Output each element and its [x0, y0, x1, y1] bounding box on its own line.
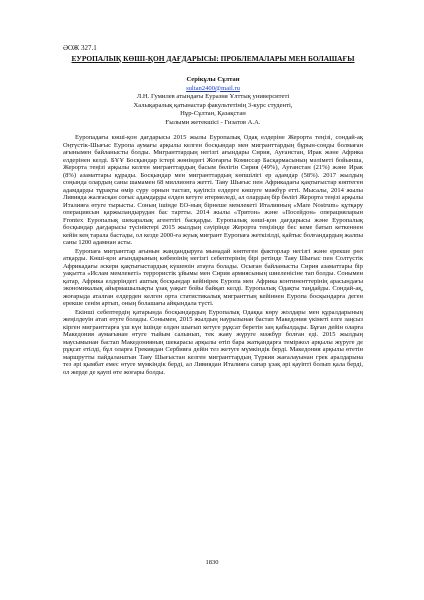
body-paragraph: Екінші себептердің қатарында босқындардың Еуропалық Одаққа көру жолдары мен құралдарының жеңілдеуін атап өтуге болады. Сонымен, 2015 жылдың наурызынан бастап Македония үкіметі елге заңсыз кірген мигранттарға үш күн ішінде елден шығып кетуге рұқсат беретін заң қабылдады. Бұған дейін оларға Македония аумағынан өтуге тыйым салынып, тек жаяу жүруге мәжбүр болған еді. 2015 жылдың маусымынан бастап Македонияның шекарасы арқылы өтіп бара жатқандарға теміржол арқылы жүруге де рұқсат етілді, бұл оларға Грекиядан Сербияға дейін тез жетуге мүмкіндік берді. Македония арқылы өтетін маршрутты пайдаланатын Таяу Шығыстан келген мигранттардың Түркия жағалауынан грек аралдарына тез әрі қымбат емес өтуге мүмкіндік берді, ал Ливиядан Италияға сапар ұзақ әрі қауіпті болып қала берді, ол жерде де қаупі өте жоғары болды. [63, 308, 363, 376]
body-paragraph: Еуропаға мигранттар ағынын жандандыруға мынадай көптеген факторлар негізгі және ерекше рөл атқарды. Көші-қон ағындарының көбеюінің негізгі себептерінің бірі ретінде Таяу Шығыс пен Солтүстік Африкадағы әскери қақтығыстардың күшеюін атауға болады. Осыған байланысты Сирия азаматтары бір уақытта «Ислам мемлекеті» террористік ұйымы мен Сирия армиясының шиеленісіне тап болды. Сонымен қатар, Африка елдеріндегі аштық босқындар кейінірек Еуропа мен Африка континенттерінің арасындағы экономикалық айырмашылықты ұзақ уақыт бойы байқап келді. Еуропалық Одақты таңдайды. Сондай-ақ, жоғарыда аталған елдерден келген орта статистикалық мигранттың кейіннен Еуропа босқындарға деген ерекше сенім артып, оның болашағы айқындала түсті. [63, 247, 363, 307]
body-paragraph: Еуропадағы көші-қон дағдарысы 2015 жылы Еуропалық Одақ елдеріне Жерорта теңізі, сондай-ақ Оңтүстік-Шығыс Еуропа аумағы арқылы келген босқындар мен мигранттардың бұрын-соңды болмаған ағынымен байланысты болды. Мигранттардың негізгі ағындары Сирия, Ауғанстан, Ирак және Африка елдерінен келді. БҰҰ Босқындар істері жөніндегі Жоғарғы Комиссар Басқармасының мәліметі бойынша, Жерорта теңізі арқылы келген мигранттардың басым бөлігін Сирия (49%), Ауғанстан (21%) және Ирак (8%) азаматтары құрады. Босқындар мен мигранттардың көпшілігі ер адамдар (58%). 2017 жылдың соңында олардың саны шамамен 68 миллионға жетті. Таяу Шығыс пен Африкадағы қақтығыстар көптеген адамдарды тұрақты өмір сүру орнын тастап, қауіпсіз елдерге көшуге мәжбүр етті. Мысалы, 2014 жылы Ливияда жалғасқан соғыс адамдарды елден кетуге итермеледі, ал олардың бір бөлігі Жерорта теңізі арқылы Италияға өтуге тырысты. Соның ішінде ЕО-ның бірнеше мемлекеті Италияның «Mare Nostrum» құтқару операциясын қаржыландырудан бас тартты. 2014 жылы «Тритон» және «Посейдон» операцияларын Frontex Еуропалық шекаралық агенттігі басқарды. Еуропалық көші-қон дағдарысы және Еуропалық босқындар дағдарысы түсініктері 2015 жылдың сәуірінде Жерорта теңізінде бес кеме батып кеткеннен кейін кең тарала бастады, ол кезде 2000-ға жуық мигрант Еуропаға жеткізілді, қайтыс болғандардың жалпы саны 1200 адамнан асты. [63, 134, 363, 246]
affiliation-line: Халықаралық қатынастар факультетінің 3-курс студенті, [133, 101, 293, 109]
body-text [63, 134, 363, 377]
affiliation-line: Ғылыми жетекшісі - Гизатов А.А. [165, 118, 261, 126]
page-number: 1830 [205, 559, 219, 566]
paper-title: ЕУРОПАЛЫҚ КӨШІ-ҚОН ДАҒДАРЫСЫ: ПРОБЛЕМАЛАРЫ МЕН БОЛАШАҒЫ [71, 54, 355, 63]
udc-code: ӘОЖ 327.1 [63, 44, 97, 52]
affiliation-line: Нұр-Сұлтан, Қазақстан [180, 110, 246, 118]
author-email-link[interactable]: sultan2400@mail.ru [186, 84, 240, 92]
affiliation-line: Л.Н. Гумилев атындағы Еуразия Ұлттық университеті [136, 93, 290, 101]
author-name: Серікұлы Сұлтан [186, 76, 240, 83]
author-block [63, 76, 363, 128]
